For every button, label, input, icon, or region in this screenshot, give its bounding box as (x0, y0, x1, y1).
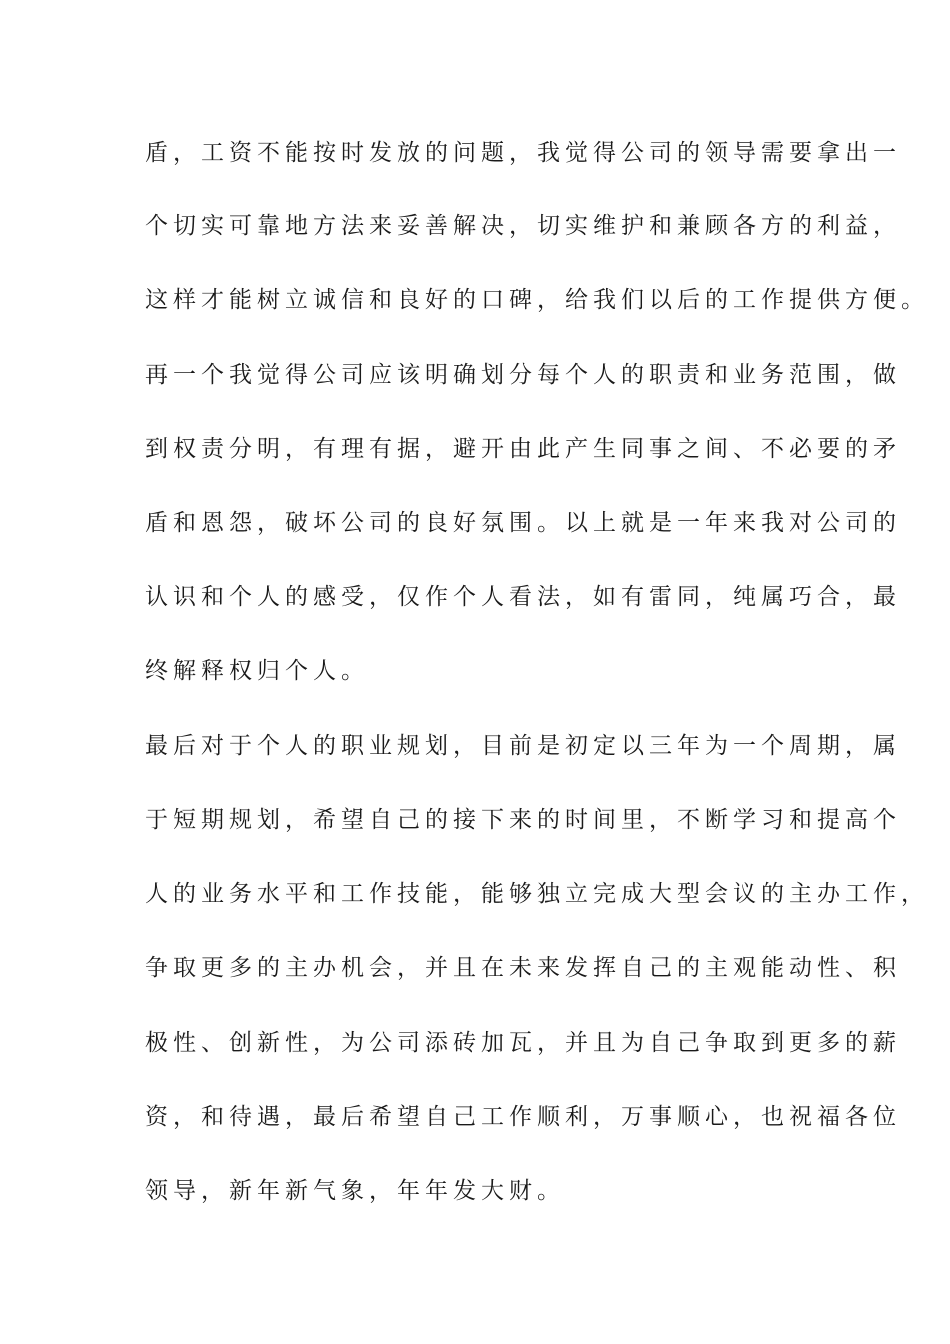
text-line: 盾和恩怨，破坏公司的良好氛围。以上就是一年来我对公司的 (145, 510, 901, 536)
text-line: 人的业务水平和工作技能，能够独立完成大型会议的主办工作， (145, 881, 929, 907)
text-line: 最后对于个人的职业规划，目前是初定以三年为一个周期，属 (145, 733, 901, 759)
text-line: 这样才能树立诚信和良好的口碑，给我们以后的工作提供方便。 (145, 287, 929, 313)
text-line: 再一个我觉得公司应该明确划分每个人的职责和业务范围，做 (145, 362, 901, 388)
text-line: 认识和个人的感受，仅作个人看法，如有雷同，纯属巧合，最 (145, 584, 901, 610)
text-line: 到权责分明，有理有据，避开由此产生同事之间、不必要的矛 (145, 436, 901, 462)
text-line: 盾，工资不能按时发放的问题，我觉得公司的领导需要拿出一 (145, 140, 901, 166)
text-line: 极性、创新性，为公司添砖加瓦，并且为自己争取到更多的薪 (145, 1030, 901, 1056)
text-line: 领导，新年新气象，年年发大财。 (145, 1178, 565, 1204)
text-line: 争取更多的主办机会，并且在未来发挥自己的主观能动性、积 (145, 955, 901, 981)
text-line: 终解释权归个人。 (145, 658, 369, 684)
text-line: 资，和待遇，最后希望自己工作顺利，万事顺心，也祝福各位 (145, 1104, 901, 1130)
text-line: 于短期规划，希望自己的接下来的时间里，不断学习和提高个 (145, 807, 901, 833)
text-line: 个切实可靠地方法来妥善解决，切实维护和兼顾各方的利益， (145, 213, 901, 239)
